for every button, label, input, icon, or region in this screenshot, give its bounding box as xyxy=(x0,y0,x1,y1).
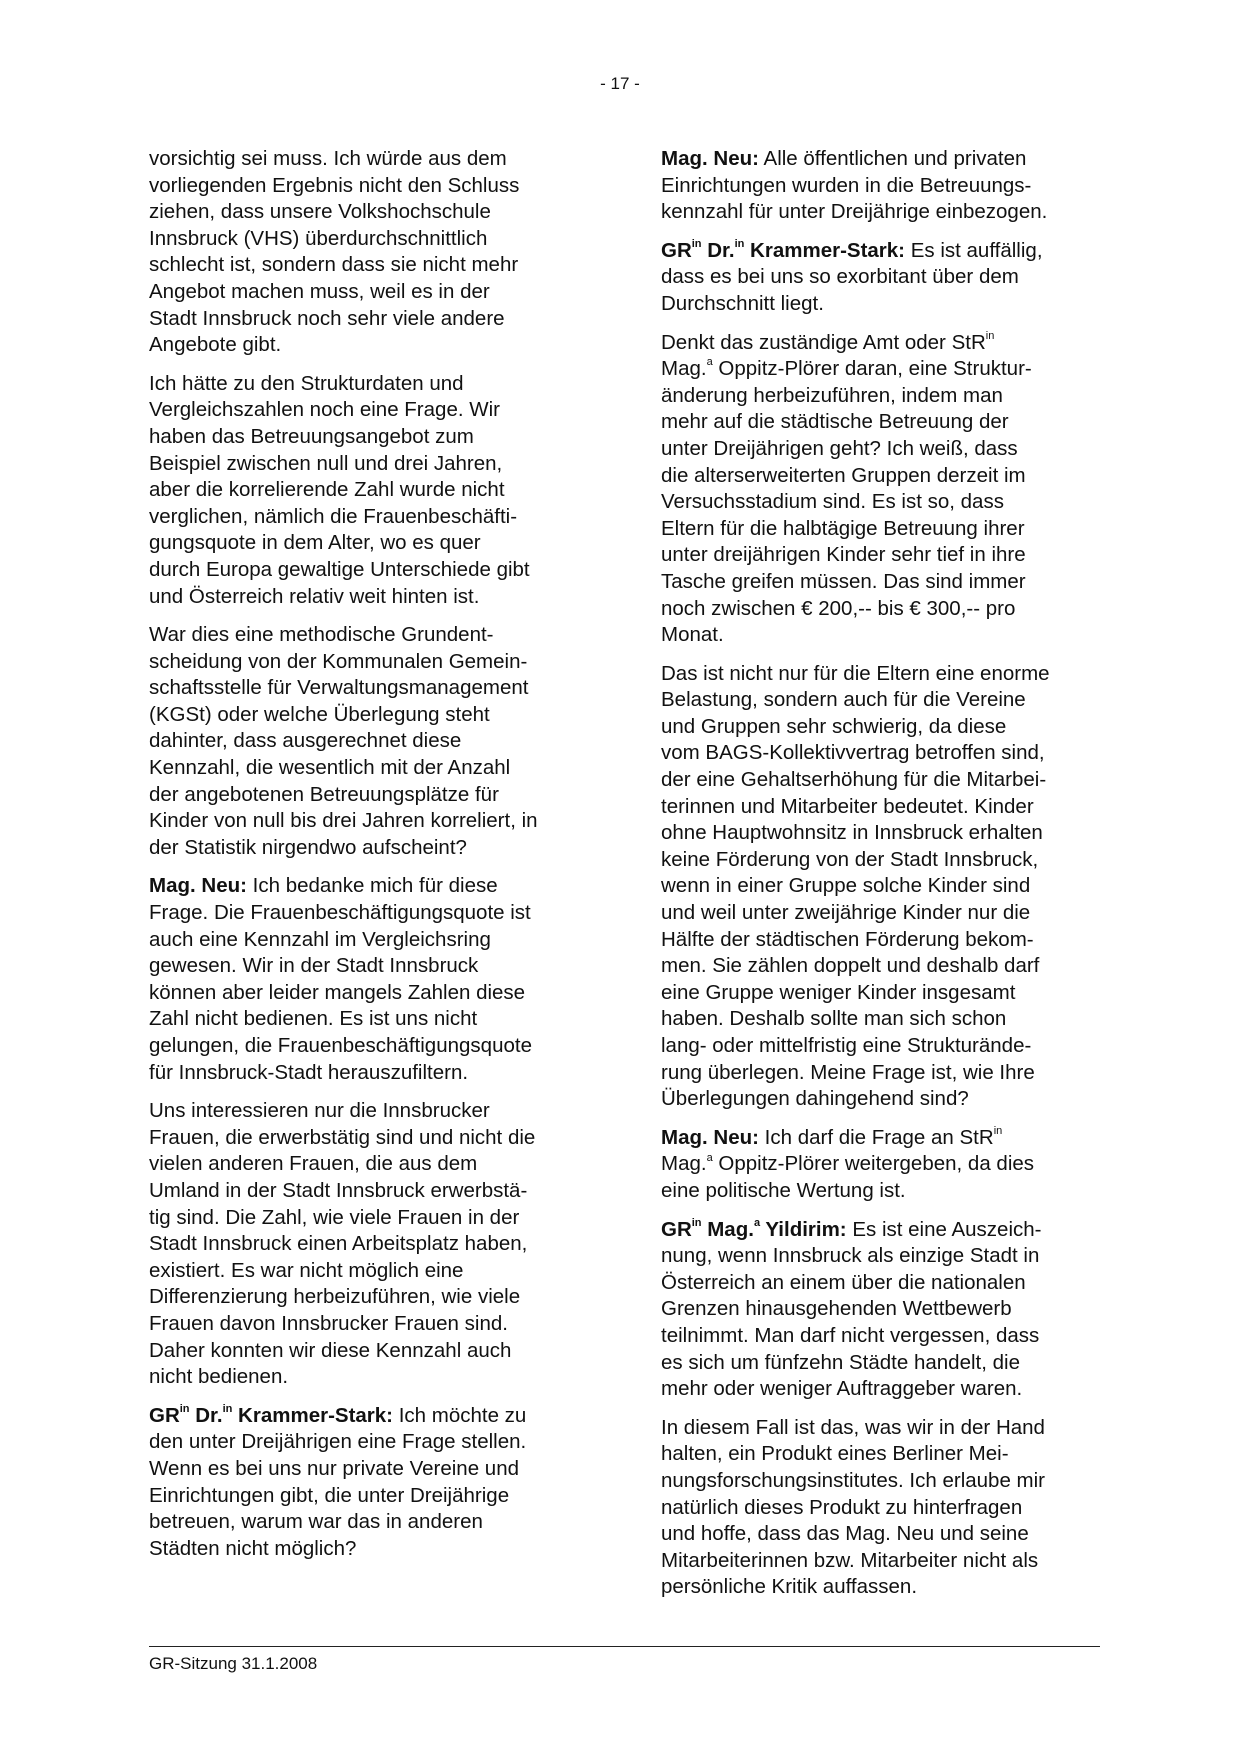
text-run: Ich darf die Frage an StR xyxy=(758,1125,994,1149)
speaker-title: Dr. xyxy=(701,238,735,262)
superscript: in xyxy=(222,1402,233,1415)
superscript: in xyxy=(691,237,702,250)
superscript: a xyxy=(706,1151,713,1164)
footer-text: GR-Sitzung 31.1.2008 xyxy=(149,1654,318,1673)
paragraph: vorsichtig sei muss. Ich würde aus dem vorliegenden Ergebnis nicht den Schluss ziehen, dass unsere Volkshochschule Innsbruck (VHS) überdurchschnittlich schlecht ist, sondern dass sie nicht mehr Angebot machen muss, weil es in der Stadt Innsbruck noch sehr viele andere Angebote gibt. xyxy=(149,147,520,357)
speaker-title: GR xyxy=(661,238,692,262)
paragraph xyxy=(661,1125,1101,1205)
paragraph xyxy=(661,1217,1101,1403)
superscript: a xyxy=(753,1216,761,1229)
text-run: Mag. xyxy=(661,357,707,381)
page-number: - 17 - xyxy=(600,74,640,93)
paragraph xyxy=(149,873,591,1086)
text-run: Oppitz-Plörer daran, eine Struktur- änderung herbeizuführen, indem man mehr auf die städtische Betreuung der unter Dreijährigen geht? Ich weiß, dass die alterserweiterten Gruppen derzeit im Versuchsstadium sind. Es ist so, dass Eltern für die halbtägige Betreuung ihrer unter dreijährigen Kinder sehr tief in ihre Tasche greifen müssen. Das sind immer noch zwischen € 200,-- bis € 300,-- pro Monat. xyxy=(661,357,1032,647)
speech-text: Ich möchte zu den unter Dreijährigen eine Frage stellen. Wenn es bei uns nur private Vereine und Einrichtungen gibt, die unter Dreijährige betreuen, warum war das in anderen Städten nicht möglich? xyxy=(149,1403,527,1560)
speaker-label xyxy=(661,1218,847,1241)
speech-text: Es ist auffällig, dass es bei uns so exorbitant über dem Durchschnitt liegt. xyxy=(661,238,1043,315)
speaker-title: GR xyxy=(661,1217,692,1241)
paragraph: Ich hätte zu den Strukturdaten und Vergleichszahlen noch eine Frage. Wir haben das Betreuungsangebot zum Beispiel zwischen null und drei Jahren, aber die korrelierende Zahl wurde nicht verglichen, nämlich die Frauenbeschäfti- gungsquote in dem Alter, wo es quer durch Europa gewaltige Unterschiede gibt und Österreich relativ weit hinten ist. xyxy=(149,371,530,608)
speech-text: Es ist eine Auszeich- nung, wenn Innsbruck als einzige Stadt in Österreich an einem über die nationalen Grenzen hinausgehenden Wettbewerb teilnimmt. Man darf nicht vergessen, dass es sich um fünfzehn Städte handelt, die mehr oder weniger Auftraggeber waren. xyxy=(661,1217,1042,1401)
speaker-label: Mag. Neu: xyxy=(661,1125,759,1149)
text-run: Oppitz-Plörer weitergeben, da dies eine politische Wertung ist. xyxy=(661,1152,1035,1202)
superscript: in xyxy=(985,329,995,342)
speaker-title: GR xyxy=(149,1403,180,1427)
superscript: in xyxy=(993,1124,1003,1137)
speaker-title: Dr. xyxy=(189,1403,223,1427)
superscript: a xyxy=(706,356,713,369)
paragraph xyxy=(149,1403,591,1563)
paragraph xyxy=(661,330,1101,649)
paragraph: Uns interessieren nur die Innsbrucker Frauen, die erwerbstätig sind und nicht die vielen anderen Frauen, die aus dem Umland in der Stadt Innsbruck erwerbstä- tig sind. Die Zahl, wie viele Frauen in der Stadt Innsbruck einen Arbeitsplatz haben, existiert. Es war nicht möglich eine Differenzierung herbeizuführen, wie viele Frauen davon Innsbrucker Frauen sind. Daher konnten wir diese Kennzahl auch nicht bedienen. xyxy=(149,1099,536,1389)
text-run: Denkt das zuständige Amt oder StR xyxy=(661,330,986,354)
text-run: Mag. xyxy=(661,1152,707,1176)
speech-text: Alle öffentlichen und privaten Einrichtungen wurden in die Betreuungs- kennzahl für unter Dreijährige einbezogen. xyxy=(661,147,1048,224)
paragraph xyxy=(661,146,1101,226)
speaker-label xyxy=(661,239,905,262)
superscript: in xyxy=(179,1402,190,1415)
paragraph: Das ist nicht nur für die Eltern eine enorme Belastung, sondern auch für die Vereine und Gruppen sehr schwierig, da diese vom BAGS-Kollektivvertrag betroffen sind, der eine Gehaltserhöhung für die Mitarbei- terinnen und Mitarbeiter bedeutet. Kinder ohne Hauptwohnsitz in Innsbruck erhalten keine Förderung von der Stadt Innsbruck, wenn in einer Gruppe solche Kinder sind und weil unter zweijährige Kinder nur die Hälfte der städtischen Förderung bekom- men. Sie zählen doppelt und deshalb darf eine Gruppe weniger Kinder insgesamt haben. Deshalb sollte man sich schon lang- oder mittelfristig eine Strukturände- rung überlegen. Meine Frage ist, wie Ihre Überlegungen dahingehend sind? xyxy=(661,661,1050,1111)
left-column xyxy=(149,146,591,1574)
speech-text: Ich bedanke mich für diese Frage. Die Frauenbeschäftigungsquote ist auch eine Kennzahl im Vergleichsring gewesen. Wir in der Stadt Innsbruck können aber leider mangels Zahlen diese Zahl nicht bedienen. Es ist uns nicht gelungen, die Frauenbeschäftigungsquote für Innsbruck-Stadt herauszufiltern. xyxy=(149,874,532,1084)
speaker-label: Mag. Neu: xyxy=(661,147,759,170)
speaker-name: Krammer-Stark: xyxy=(232,1403,394,1427)
speaker-name: Yildirim: xyxy=(760,1217,847,1241)
speaker-title: Mag. xyxy=(701,1217,754,1241)
superscript: in xyxy=(734,237,745,250)
paragraph xyxy=(661,238,1101,318)
speaker-name: Krammer-Stark: xyxy=(744,238,906,262)
right-column xyxy=(661,146,1101,1613)
footer-divider xyxy=(149,1646,1100,1647)
speaker-label: Mag. Neu: xyxy=(149,874,247,898)
paragraph: War dies eine methodische Grundent- scheidung von der Kommunalen Gemein- schaftsstelle für Verwaltungsmanagement (KGSt) oder welche Überlegung steht dahinter, dass ausgerechnet diese Kennzahl, die wesentlich mit der Anzahl der angebotenen Betreuungsplätze für Kinder von null bis drei Jahren korreliert, in der Statistik nirgendwo aufscheint? xyxy=(149,623,538,859)
speaker-label xyxy=(149,1404,393,1427)
superscript: in xyxy=(691,1216,702,1229)
paragraph: In diesem Fall ist das, was wir in der Hand halten, ein Produkt eines Berliner Mei- nungsforschungsinstitutes. Ich erlaube mir natürlich dieses Produkt zu hinterfragen und hoffe, dass das Mag. Neu und seine Mitarbeiterinnen bzw. Mitarbeiter nicht als persönliche Kritik auffassen. xyxy=(661,1415,1046,1599)
